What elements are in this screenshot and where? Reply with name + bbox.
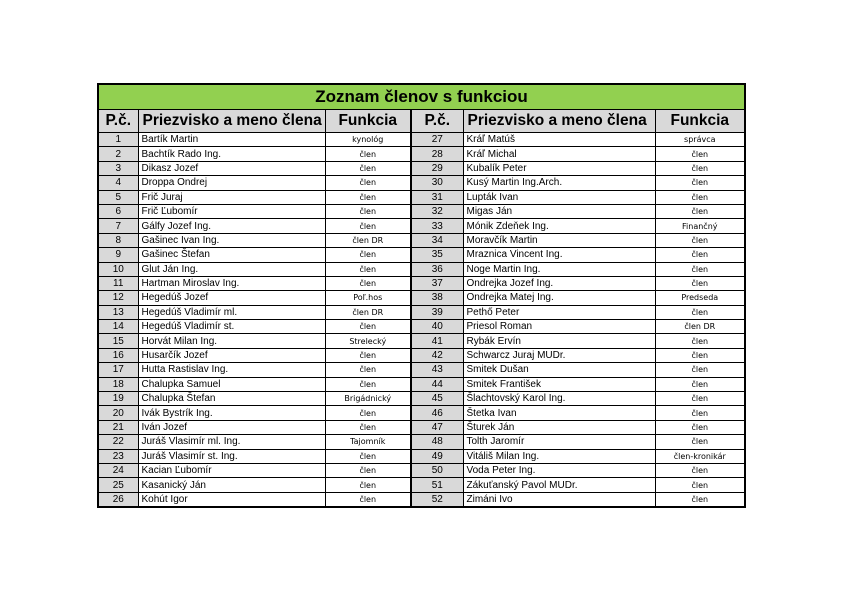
table-row — [98, 161, 745, 175]
member-name: Šlachtovský Karol Ing. — [463, 392, 655, 406]
member-number: 27 — [411, 133, 463, 147]
member-number: 3 — [98, 161, 138, 175]
member-function: Finančný — [655, 219, 745, 233]
member-number: 18 — [98, 377, 138, 391]
member-name: Kasanický Ján — [138, 478, 325, 492]
member-name: Gašinec Štefan — [138, 248, 325, 262]
member-name: Hegedúš Jozef — [138, 291, 325, 305]
member-number: 19 — [98, 392, 138, 406]
member-function: člen — [325, 478, 411, 492]
member-function: člen — [325, 204, 411, 218]
table-body — [98, 133, 745, 508]
member-function: člen-kronikár — [655, 449, 745, 463]
member-function: člen — [655, 348, 745, 362]
header-name-left: Priezvisko a meno člena — [138, 110, 325, 133]
member-name: Gašinec Ivan Ing. — [138, 233, 325, 247]
member-function: člen — [655, 392, 745, 406]
member-name: Lupták Ivan — [463, 190, 655, 204]
member-name: Iván Jozef — [138, 420, 325, 434]
member-name: Noge Martin Ing. — [463, 262, 655, 276]
table-row — [98, 276, 745, 290]
table-row — [98, 147, 745, 161]
member-number: 8 — [98, 233, 138, 247]
member-name: Frič Juraj — [138, 190, 325, 204]
member-name: Zákuťanský Pavol MUDr. — [463, 478, 655, 492]
table-row — [98, 377, 745, 391]
header-num-left: P.č. — [98, 110, 138, 133]
member-function: člen — [655, 305, 745, 319]
member-number: 37 — [411, 276, 463, 290]
member-number: 40 — [411, 320, 463, 334]
member-number: 42 — [411, 348, 463, 362]
member-function: člen — [325, 463, 411, 477]
member-function: člen — [325, 276, 411, 290]
table-title: Zoznam členov s funkciou — [98, 84, 745, 110]
member-function: člen — [655, 420, 745, 434]
table-row — [98, 233, 745, 247]
table-row — [98, 204, 745, 218]
member-function: člen — [325, 320, 411, 334]
member-name: Kusý Martin Ing.Arch. — [463, 176, 655, 190]
title-row — [98, 84, 745, 110]
member-function: člen — [325, 363, 411, 377]
member-number: 30 — [411, 176, 463, 190]
member-number: 15 — [98, 334, 138, 348]
member-function: člen — [655, 463, 745, 477]
member-function: člen — [655, 276, 745, 290]
member-number: 25 — [98, 478, 138, 492]
member-name: Migas Ján — [463, 204, 655, 218]
table-row — [98, 363, 745, 377]
member-name: Priesol Roman — [463, 320, 655, 334]
member-name: Chalupka Samuel — [138, 377, 325, 391]
member-number: 26 — [98, 492, 138, 507]
member-name: Kacian Ľubomír — [138, 463, 325, 477]
member-name: Rybák Ervín — [463, 334, 655, 348]
member-number: 44 — [411, 377, 463, 391]
member-function: člen DR — [325, 233, 411, 247]
member-function: člen — [325, 147, 411, 161]
member-name: Tolth Jaromír — [463, 435, 655, 449]
member-number: 4 — [98, 176, 138, 190]
table-row — [98, 392, 745, 406]
member-number: 10 — [98, 262, 138, 276]
member-name: Chalupka Štefan — [138, 392, 325, 406]
member-name: Kráľ Matúš — [463, 133, 655, 147]
member-name: Horvát Milan Ing. — [138, 334, 325, 348]
member-number: 7 — [98, 219, 138, 233]
member-function: člen DR — [325, 305, 411, 319]
member-number: 36 — [411, 262, 463, 276]
member-function: člen — [655, 204, 745, 218]
member-number: 11 — [98, 276, 138, 290]
member-function: člen — [655, 478, 745, 492]
member-number: 48 — [411, 435, 463, 449]
member-name: Pethő Peter — [463, 305, 655, 319]
member-function: člen — [325, 176, 411, 190]
table-row — [98, 406, 745, 420]
member-function: člen — [325, 420, 411, 434]
member-function: člen — [655, 363, 745, 377]
member-function: člen DR — [655, 320, 745, 334]
member-number: 32 — [411, 204, 463, 218]
member-function: člen — [325, 449, 411, 463]
member-number: 34 — [411, 233, 463, 247]
member-number: 14 — [98, 320, 138, 334]
member-number: 51 — [411, 478, 463, 492]
member-function: člen — [655, 492, 745, 507]
member-name: Vitáliš Milan Ing. — [463, 449, 655, 463]
member-number: 20 — [98, 406, 138, 420]
member-name: Glut Ján Ing. — [138, 262, 325, 276]
member-function: Tajomník — [325, 435, 411, 449]
table-row — [98, 248, 745, 262]
member-name: Husarčík Jozef — [138, 348, 325, 362]
header-num-right: P.č. — [411, 110, 463, 133]
table-row — [98, 320, 745, 334]
member-number: 41 — [411, 334, 463, 348]
member-function: člen — [325, 190, 411, 204]
member-list-sheet — [97, 83, 744, 508]
member-name: Šturek Ján — [463, 420, 655, 434]
member-function: člen — [325, 219, 411, 233]
member-name: Moravčík Martin — [463, 233, 655, 247]
member-name: Mónik Zdeňek Ing. — [463, 219, 655, 233]
member-name: Mraznica Vincent Ing. — [463, 248, 655, 262]
member-number: 22 — [98, 435, 138, 449]
member-name: Bachtík Rado Ing. — [138, 147, 325, 161]
member-function: člen — [655, 161, 745, 175]
table-row — [98, 219, 745, 233]
member-number: 1 — [98, 133, 138, 147]
member-name: Smitek František — [463, 377, 655, 391]
member-number: 43 — [411, 363, 463, 377]
member-name: Štetka Ivan — [463, 406, 655, 420]
member-name: Ondrejka Matej Ing. — [463, 291, 655, 305]
member-number: 28 — [411, 147, 463, 161]
member-name: Hutta Rastislav Ing. — [138, 363, 325, 377]
member-number: 31 — [411, 190, 463, 204]
member-name: Kubalík Peter — [463, 161, 655, 175]
member-function: člen — [655, 176, 745, 190]
member-number: 13 — [98, 305, 138, 319]
member-function: člen — [325, 248, 411, 262]
member-function: člen — [655, 190, 745, 204]
member-name: Voda Peter Ing. — [463, 463, 655, 477]
member-function: člen — [655, 377, 745, 391]
member-name: Smitek Dušan — [463, 363, 655, 377]
member-number: 5 — [98, 190, 138, 204]
member-function: člen — [325, 406, 411, 420]
member-name: Gálfy Jozef Ing. — [138, 219, 325, 233]
member-function: člen — [655, 334, 745, 348]
table-row — [98, 478, 745, 492]
member-name: Juráš Vlasimír ml. Ing. — [138, 435, 325, 449]
member-number: 45 — [411, 392, 463, 406]
member-number: 23 — [98, 449, 138, 463]
header-func-right: Funkcia — [655, 110, 745, 133]
member-number: 33 — [411, 219, 463, 233]
member-function: správca — [655, 133, 745, 147]
member-function: člen — [655, 262, 745, 276]
table-row — [98, 291, 745, 305]
member-number: 2 — [98, 147, 138, 161]
member-function: člen — [325, 492, 411, 507]
member-function: člen — [655, 147, 745, 161]
member-number: 50 — [411, 463, 463, 477]
member-function: Strelecký — [325, 334, 411, 348]
header-row — [98, 110, 745, 133]
member-name: Droppa Ondrej — [138, 176, 325, 190]
table-row — [98, 190, 745, 204]
table-row — [98, 449, 745, 463]
member-name: Kohút Igor — [138, 492, 325, 507]
table-row — [98, 492, 745, 507]
member-name: Hegedúš Vladimír st. — [138, 320, 325, 334]
member-name: Dikasz Jozef — [138, 161, 325, 175]
member-number: 24 — [98, 463, 138, 477]
member-function: kynológ — [325, 133, 411, 147]
member-number: 21 — [98, 420, 138, 434]
member-function: člen — [325, 161, 411, 175]
table-row — [98, 176, 745, 190]
member-function: člen — [655, 406, 745, 420]
member-table — [97, 83, 746, 508]
member-number: 38 — [411, 291, 463, 305]
member-function: člen — [655, 233, 745, 247]
member-name: Ivák Bystrík Ing. — [138, 406, 325, 420]
member-function: Poľ.hos — [325, 291, 411, 305]
member-name: Zimáni Ivo — [463, 492, 655, 507]
member-number: 39 — [411, 305, 463, 319]
table-row — [98, 262, 745, 276]
member-number: 17 — [98, 363, 138, 377]
member-number: 29 — [411, 161, 463, 175]
table-row — [98, 305, 745, 319]
member-name: Bartík Martin — [138, 133, 325, 147]
member-name: Juráš Vlasimír st. Ing. — [138, 449, 325, 463]
member-number: 47 — [411, 420, 463, 434]
member-name: Ondrejka Jozef Ing. — [463, 276, 655, 290]
member-name: Schwarcz Juraj MUDr. — [463, 348, 655, 362]
member-name: Hegedúš Vladimír ml. — [138, 305, 325, 319]
member-function: člen — [655, 248, 745, 262]
table-row — [98, 348, 745, 362]
table-row — [98, 463, 745, 477]
member-function: člen — [655, 435, 745, 449]
member-number: 16 — [98, 348, 138, 362]
member-name: Kráľ Michal — [463, 147, 655, 161]
member-function: Brigádnický — [325, 392, 411, 406]
header-func-left: Funkcia — [325, 110, 411, 133]
member-number: 35 — [411, 248, 463, 262]
member-function: člen — [325, 348, 411, 362]
member-name: Frič Ľubomír — [138, 204, 325, 218]
table-row — [98, 133, 745, 147]
member-number: 12 — [98, 291, 138, 305]
member-function: člen — [325, 377, 411, 391]
member-number: 52 — [411, 492, 463, 507]
member-function: člen — [325, 262, 411, 276]
member-number: 49 — [411, 449, 463, 463]
member-number: 9 — [98, 248, 138, 262]
table-row — [98, 435, 745, 449]
member-number: 6 — [98, 204, 138, 218]
member-number: 46 — [411, 406, 463, 420]
member-name: Hartman Miroslav Ing. — [138, 276, 325, 290]
header-name-right: Priezvisko a meno člena — [463, 110, 655, 133]
table-row — [98, 420, 745, 434]
member-function: Predseda — [655, 291, 745, 305]
table-row — [98, 334, 745, 348]
